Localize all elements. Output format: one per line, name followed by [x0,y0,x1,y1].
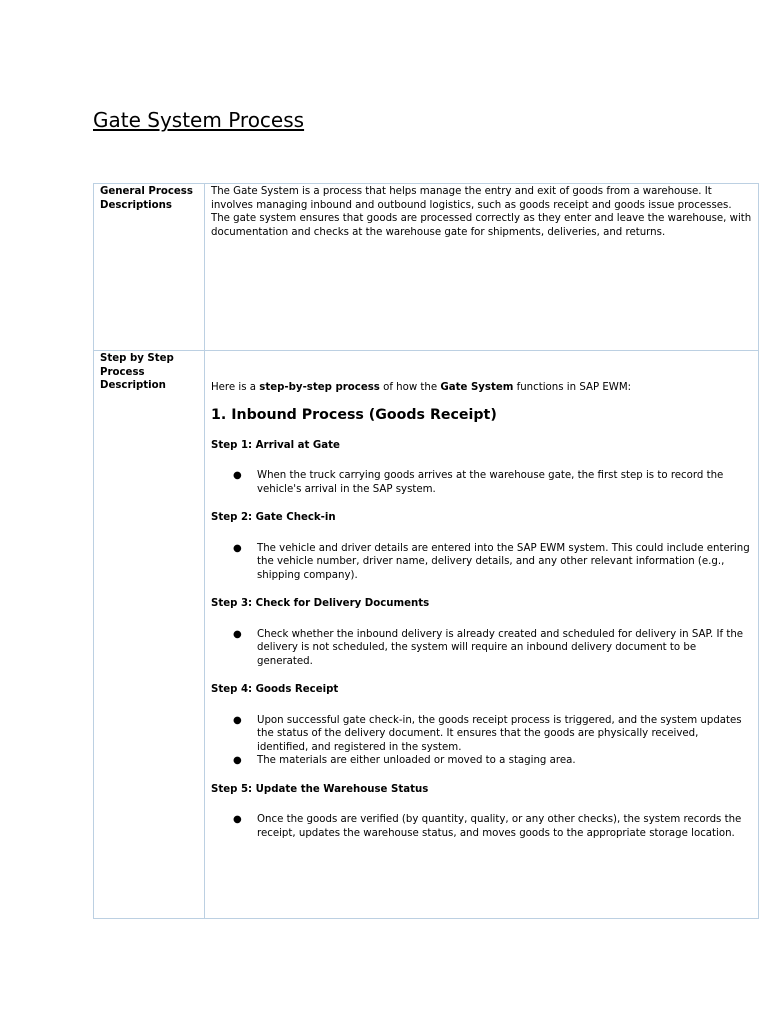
table-row [94,184,759,351]
intro-bold-text: step-by-step process [259,382,380,393]
step-heading: Step 3: Check for Delivery Documents [211,598,430,609]
step-description-cell [205,351,759,919]
list-item-text: When the truck carrying goods arrives at the warehouse gate, the first step is to record the vehicle's arrival in the SAP system. [257,470,724,495]
bullet-icon: ● [233,714,242,726]
intro-paragraph [211,381,752,395]
bullet-icon: ● [233,628,242,640]
list-item [233,542,752,583]
list-item-text: The materials are either unloaded or moved to a staging area. [257,755,576,766]
bullet-icon: ● [233,542,242,554]
list-item-text: The vehicle and driver details are entered into the SAP EWM system. This could include entering the vehicle number, driver name, delivery details, and any other relevant information (e.g., shipping company). [257,542,750,581]
general-description-cell [205,184,759,351]
step-heading: Step 4: Goods Receipt [211,684,339,695]
process-table [93,183,759,919]
general-description-label: General Process Descriptions [94,184,205,351]
table-row [94,351,759,919]
list-item-text: Once the goods are verified (by quantity, quality, or any other checks), the system records the receipt, updates the warehouse status, and moves goods to the appropriate storage location. [257,814,742,839]
bullet-icon: ● [233,814,242,825]
list-item [233,714,752,755]
bullet-list [211,813,752,840]
general-description-text: The Gate System is a process that helps manage the entry and exit of goods from a warehouse. It involves managing inbound and outbound logistics, such as goods receipt and goods issue processes. The gate system ensures that goods are processed correctly as they enter and leave the warehouse, with documentation and checks at the warehouse gate for shipments, deliveries, and returns. [211,186,752,238]
section-heading: 1. Inbound Process (Goods Receipt) [211,406,497,423]
step-heading: Step 2: Gate Check-in [211,512,336,523]
intro-text: functions in SAP EWM: [513,382,632,393]
list-item-text: Check whether the inbound delivery is already created and scheduled for delivery in SAP. If the delivery is not scheduled, the system will require an inbound delivery document to be generated. [257,628,744,667]
list-item [233,754,752,768]
bullet-icon: ● [233,755,242,766]
list-item [233,813,752,840]
intro-text: Here is a [211,382,260,393]
page-title: Gate System Process [93,108,305,132]
bullet-list [211,628,752,669]
list-item [233,469,752,496]
bullet-list [211,469,752,496]
intro-text: of how the [379,382,441,393]
list-item [233,628,752,669]
bullet-list [211,714,752,768]
intro-bold-text: Gate System [440,382,514,393]
step-description-label: Step by Step Process Description [94,351,205,919]
bullet-icon: ● [233,470,242,481]
bullet-list [211,542,752,583]
list-item-text: Upon successful gate check-in, the goods receipt process is triggered, and the system updates the status of the delivery document. It ensures that the goods are physically received, identified, and registered in the system. [257,714,742,753]
step-heading: Step 1: Arrival at Gate [211,439,340,451]
step-heading: Step 5: Update the Warehouse Status [211,783,429,795]
